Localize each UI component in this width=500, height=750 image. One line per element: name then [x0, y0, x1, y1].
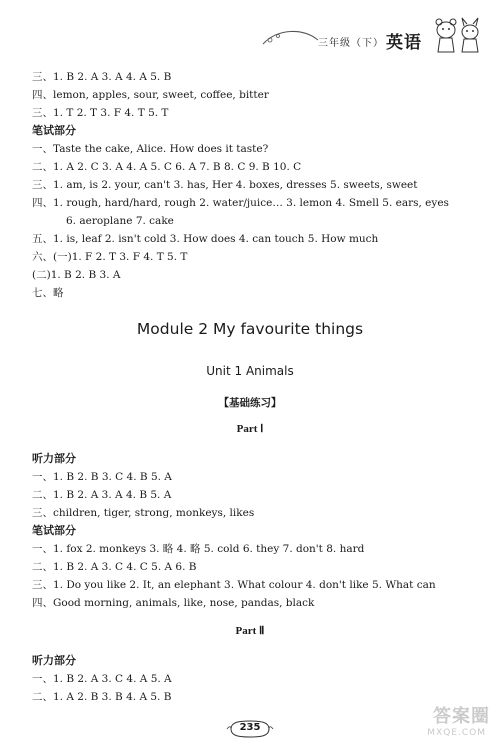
header-grade: 三年级（下）: [318, 38, 384, 49]
page-number-badge: [225, 718, 275, 740]
animal-mascot-icon: [428, 14, 488, 56]
answer-line: 二、1. A 2. C 3. A 4. A 5. C 6. A 7. B 8. C 9. B 10. C: [32, 161, 302, 173]
page-number: 235: [239, 722, 261, 733]
answer-line: 五、1. is, leaf 2. isn't cold 3. How does 4. can touch 5. How much: [32, 233, 379, 245]
page-header: [258, 14, 488, 56]
answer-line: 三、children, tiger, strong, monkeys, likes: [32, 507, 255, 519]
answer-line: 一、1. B 2. A 3. C 4. A 5. A: [32, 673, 172, 685]
answer-line: 七、略: [32, 287, 64, 299]
answer-line: 一、Taste the cake, Alice. How does it taste?: [32, 143, 269, 155]
watermark-url: MXQE.COM: [427, 728, 486, 738]
part-2-heading: Part Ⅱ: [235, 625, 265, 637]
answer-line: 二、1. B 2. A 3. A 4. B 5. A: [32, 489, 172, 501]
answer-line: 三、1. am, is 2. your, can't 3. has, Her 4. boxes, dresses 5. sweets, sweet: [32, 179, 418, 191]
section-heading: 笔试部分: [32, 524, 76, 537]
answer-line: 六、(一)1. F 2. T 3. F 4. T 5. T: [32, 251, 188, 263]
section-heading: 听力部分: [32, 654, 76, 667]
basic-practice-heading: 【基础练习】: [218, 397, 282, 409]
part-1-heading: Part Ⅰ: [236, 423, 264, 435]
answer-line: 一、1. fox 2. monkeys 3. 略 4. 略 5. cold 6. they 7. don't 8. hard: [32, 543, 365, 555]
answer-line: 二、1. B 2. A 3. C 4. C 5. A 6. B: [32, 561, 197, 573]
header-subject: 英语: [386, 33, 422, 53]
answer-line: 三、1. B 2. A 3. A 4. A 5. B: [32, 71, 172, 83]
answer-line: 四、1. rough, hard/hard, rough 2. water/juice… 3. lemon 4. Smell 5. ears, eyes: [32, 197, 449, 209]
answer-line: 二、1. A 2. B 3. B 4. A 5. B: [32, 691, 172, 703]
answer-line: 6. aeroplane 7. cake: [66, 215, 174, 227]
unit-title: Unit 1 Animals: [206, 364, 294, 378]
section-heading: 听力部分: [32, 452, 76, 465]
watermark: [406, 702, 490, 746]
answer-line: 一、1. B 2. B 3. C 4. B 5. A: [32, 471, 172, 483]
watermark-text: 答案圈: [433, 706, 490, 727]
section-heading: 笔试部分: [32, 124, 76, 137]
answer-line: 三、1. T 2. T 3. F 4. T 5. T: [32, 107, 169, 119]
module-title: Module 2 My favourite things: [136, 320, 364, 338]
answer-line: 四、lemon, apples, sour, sweet, coffee, bitter: [32, 89, 269, 101]
answer-line: (二)1. B 2. B 3. A: [32, 269, 121, 281]
answer-line: 四、Good morning, animals, like, nose, pandas, black: [32, 597, 315, 609]
answer-line: 三、1. Do you like 2. It, an elephant 3. What colour 4. don't like 5. What can: [32, 579, 436, 591]
